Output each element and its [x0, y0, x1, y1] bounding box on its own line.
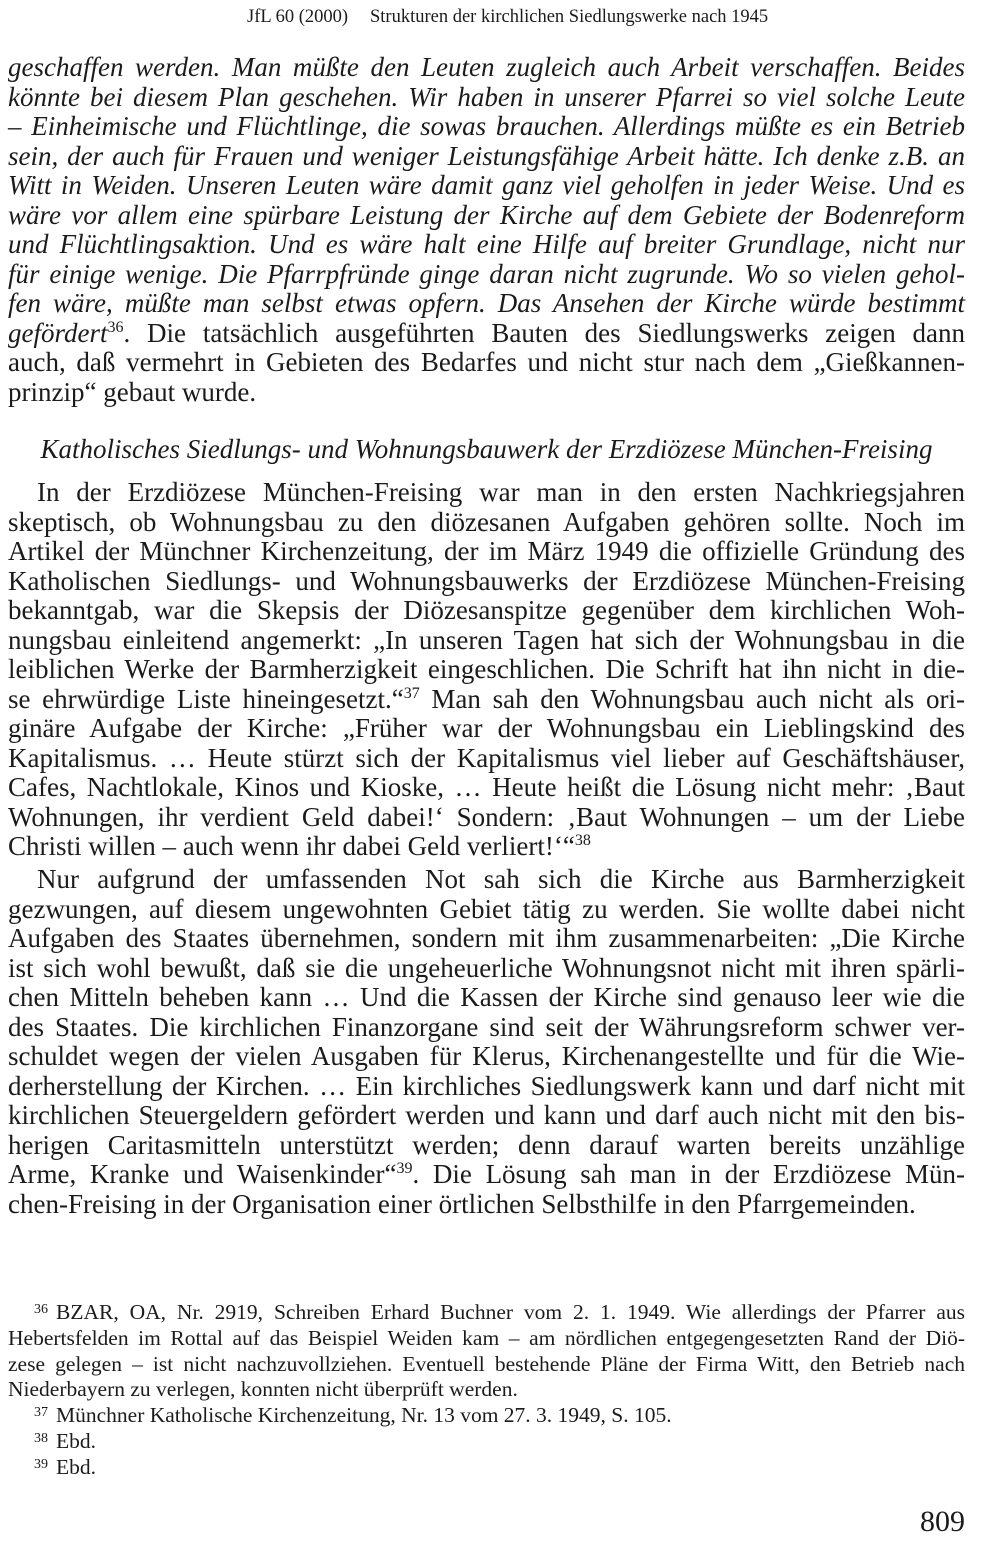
text-line	[8, 567, 965, 597]
text-line	[8, 803, 965, 833]
footnote-line	[8, 1455, 965, 1481]
text-run: Kapitalismus. … Heute stürzt sich der Kapitalismus viel lieber auf Geschäftshäuser,	[8, 742, 965, 773]
text-line	[8, 478, 965, 508]
footnote-text: Hebertsfelden im Rottal auf das Beispiel Weiden kam – am nördlichen entgegengesetzten Rand der Diö-	[8, 1325, 965, 1350]
text-line	[8, 685, 965, 715]
text-line	[8, 626, 965, 656]
text-line	[8, 508, 965, 538]
footnote-line	[8, 1403, 965, 1429]
text-run: chen-Freising in der Organisation einer örtlichen Selbsthilfe in den Pfarrgemeinden.	[8, 1188, 916, 1219]
footnote-reference: 36	[107, 318, 124, 336]
text-line	[8, 142, 965, 172]
footnote-line	[8, 1326, 965, 1352]
text-line	[8, 53, 965, 83]
footnote-line	[8, 1352, 965, 1378]
text-run: Cafes, Nachtlokale, Kinos und Kioske, … Heute heißt die Lösung nicht mehr: ‚Baut	[8, 772, 965, 802]
text-run: derherstellung der Kirchen. … Ein kirchliches Siedlungswerk kann und darf nicht mit	[8, 1070, 965, 1101]
text-line	[8, 832, 965, 862]
italic-text-run: gefördert	[8, 317, 108, 348]
text-line	[8, 289, 965, 319]
text-line	[8, 83, 965, 113]
text-run: schuldet wegen der vielen Ausgaben für Klerus, Kirchenangestellte und für die Wie-	[8, 1041, 965, 1071]
text-run: gezwungen, auf diesem ungewohnten Gebiet tätig zu werden. Sie wollte dabei nicht	[8, 893, 965, 924]
text-line	[8, 378, 965, 408]
italic-text-run: – Einheimische und Flüchtlinge, die sowas brauchen. Allerdings müßte es ein Betrieb	[8, 111, 965, 141]
text-run: Katholischen Siedlungs- und Wohnungsbauwerks der Erzdiözese München-Freising	[8, 565, 965, 596]
text-line	[8, 1013, 965, 1043]
italic-text-run: könnte bei diesem Plan geschehen. Wir haben in unserer Pfarrei so viel solche Leute	[8, 81, 965, 112]
text-run: Nur aufgrund der umfassenden Not sah sich die Kirche aus Barmherzigkeit	[37, 864, 965, 894]
text-line	[8, 1131, 965, 1161]
italic-text-run: geschaffen werden. Man müßte den Leuten zugleich auch Arbeit verschaffen. Beides	[8, 52, 965, 82]
footnote-reference: 37	[403, 684, 420, 702]
italic-text-run: sein, der auch für Frauen und weniger Leistungsfähige Arbeit hätte. Ich denke z.B. an	[8, 140, 965, 171]
text-line	[8, 596, 965, 626]
text-run: Arme, Kranke und Waisenkinder“	[8, 1159, 397, 1189]
footnote-line	[8, 1429, 965, 1455]
footnote-number: 39	[34, 1456, 48, 1472]
text-line	[8, 348, 965, 378]
text-line	[8, 954, 965, 984]
text-run: herigen Caritasmitteln unterstützt werden; denn darauf warten bereits unzählige	[8, 1129, 965, 1160]
footnote-text: Münchner Katholische Kirchenzeitung, Nr. 13 vom 27. 3. 1949, S. 105.	[56, 1403, 672, 1428]
text-run: . Die tatsächlich ausgeführten Bauten des Siedlungswerks zeigen dann	[123, 317, 965, 348]
footnote-number: 38	[34, 1430, 48, 1446]
footnote-number: 37	[34, 1405, 48, 1421]
footnotes	[8, 1300, 965, 1481]
quoted-passage-paragraph	[8, 53, 965, 407]
text-run: prinzip“ gebaut wurde.	[8, 376, 257, 407]
text-run: nungsbau einleitend angemerkt: „In unseren Tagen hat sich der Wohnungsbau in die	[8, 624, 965, 655]
text-run: Artikel der Münchner Kirchenzeitung, der im März 1949 die offizielle Gründung des	[8, 536, 965, 566]
text-line	[8, 537, 965, 567]
text-run: chen Mitteln beheben kann … Und die Kassen der Kirche sind genauso leer wie die	[8, 982, 965, 1012]
text-run: des Staates. Die kirchlichen Finanzorgane sind seit der Währungsreform schwer ver-	[8, 1011, 965, 1042]
text-line	[8, 112, 965, 142]
footnote-text: BZAR, OA, Nr. 2919, Schreiben Erhard Buchner vom 2. 1. 1949. Wie allerdings der Pfarrer aus	[56, 1300, 965, 1324]
text-line	[8, 744, 965, 774]
text-line	[8, 924, 965, 954]
text-run: Man sah den Wohnungsbau auch nicht als ori-	[419, 683, 965, 714]
text-line	[8, 230, 965, 260]
text-line	[8, 1072, 965, 1102]
text-line	[8, 1160, 965, 1190]
italic-text-run: Witt in Weiden. Unseren Leuten wäre damit ganz viel geholfen in jeder Weise. Und es	[8, 170, 965, 200]
italic-text-run: wäre vor allem eine spürbare Leistung der Kirche auf dem Gebiete der Bodenreform	[8, 199, 965, 230]
text-line	[8, 773, 965, 803]
italic-text-run: für einige wenige. Die Pfarrpfründe ginge daran nicht zugrunde. Wo so vielen gehol-	[8, 258, 965, 289]
italic-text-run: fen wäre, müßte man selbst etwas opfern. Das Ansehen der Kirche würde bestimmt	[8, 288, 965, 318]
page-number: 809	[920, 1505, 965, 1538]
text-run: kirchlichen Steuergeldern gefördert werden und kann und darf auch nicht mit den bis-	[8, 1100, 965, 1130]
text-line	[8, 983, 965, 1013]
running-title: Strukturen der kirchlichen Siedlungswerke nach 1945	[370, 7, 769, 27]
text-run: ginäre Aufgabe der Kirche: „Früher war der Wohnungsbau ein Lieblingskind des	[8, 713, 965, 743]
footnote-line	[8, 1300, 965, 1326]
text-line	[8, 260, 965, 290]
footnote-reference: 39	[396, 1160, 413, 1177]
footnote-line	[8, 1377, 965, 1403]
footnote-text: zese gelegen – ist nicht nachzuvollziehen. Eventuell bestehende Pläne der Firma Witt, den Betrieb nach	[8, 1351, 965, 1376]
journal-citation: JfL 60 (2000)	[247, 7, 349, 27]
text-line	[8, 171, 965, 201]
text-line	[8, 655, 965, 685]
body-paragraph	[8, 478, 965, 862]
text-line	[8, 201, 965, 231]
text-line	[8, 1190, 965, 1220]
running-head	[0, 5, 1000, 29]
footnote-number: 36	[34, 1302, 48, 1317]
text-line	[8, 895, 965, 925]
text-run: ist sich wohl bewußt, daß sie die ungeheuerliche Wohnungsnot nicht mit ihren spärli-	[8, 952, 965, 983]
text-run: Aufgaben des Staates übernehmen, sondern mit ihm zusammenarbeiten: „Die Kirche	[8, 923, 965, 953]
text-line	[8, 714, 965, 744]
footnote-reference: 38	[574, 832, 591, 849]
text-run: bekanntgab, war die Skepsis der Diözesanspitze gegenüber dem kirchlichen Woh-	[8, 595, 965, 625]
text-run: se ehrwürdige Liste hineingesetzt.“	[8, 683, 404, 714]
footnote-text: Ebd.	[56, 1454, 97, 1479]
footnote-text: Niederbayern zu verlegen, konnten nicht überprüft werden.	[8, 1377, 518, 1402]
text-line	[8, 865, 965, 895]
text-run: leiblichen Werke der Barmherzigkeit eingeschlichen. Die Schrift hat ihn nicht in die-	[8, 654, 965, 684]
text-run: skeptisch, ob Wohnungsbau zu den diözesanen Aufgaben gehören sollte. Noch im	[8, 506, 965, 537]
section-heading: Katholisches Siedlungs- und Wohnungsbauwerk der Erzdiözese München-Freising	[40, 434, 933, 464]
italic-text-run: und Flüchtlingsaktion. Und es wäre halt eine Hilfe auf breiter Grundlage, nicht nur	[8, 229, 965, 259]
body-paragraph	[8, 865, 965, 1219]
text-run: . Die Lösung sah man in der Erzdiözese Mün-	[412, 1159, 965, 1189]
text-run: auch, daß vermehrt in Gebieten des Bedarfes und nicht stur nach dem „Gießkannen-	[8, 347, 965, 377]
text-run: Christi willen – auch wenn ihr dabei Geld verliert!‘“	[8, 831, 575, 861]
footnote-text: Ebd.	[56, 1428, 97, 1453]
text-line	[8, 1042, 965, 1072]
text-line	[8, 319, 965, 349]
text-line	[8, 1101, 965, 1131]
text-run: In der Erzdiözese München-Freising war man in den ersten Nachkriegsjahren	[37, 477, 965, 507]
text-run: Wohnungen, ihr verdient Geld dabei!‘ Sondern: ‚Baut Wohnungen – um der Liebe	[8, 801, 965, 832]
